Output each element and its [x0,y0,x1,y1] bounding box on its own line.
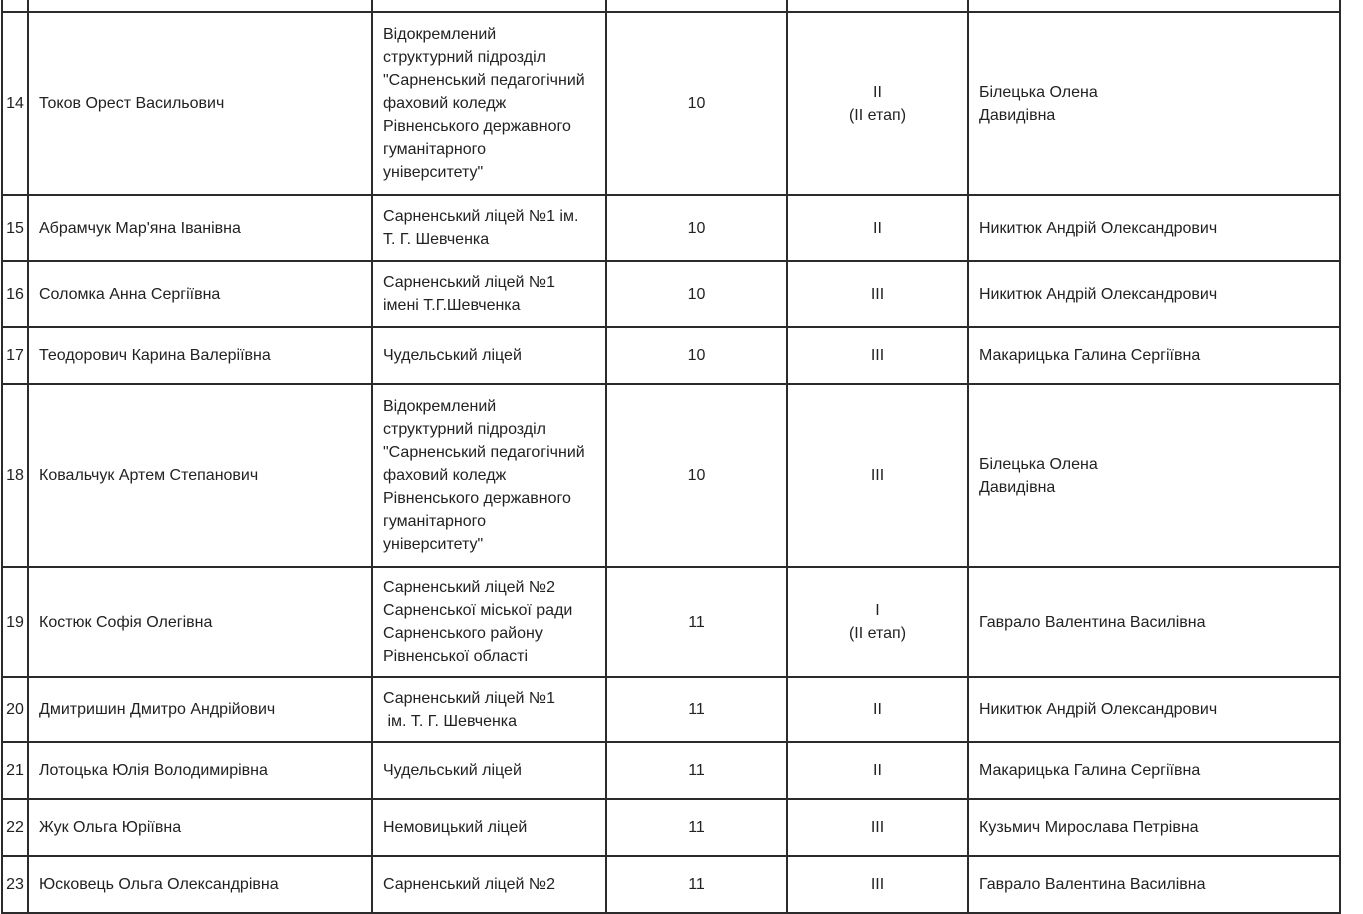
teacher-name: Макарицька Галина Сергіївна [968,742,1340,799]
table-row [2,567,1340,677]
teacher-name: Макарицька Галина Сергіївна [968,327,1340,384]
school-name: Сарненський ліцей №1 ім. Т. Г. Шевченка [372,677,606,742]
student-name: Соломка Анна Сергіївна [28,261,372,327]
place: I (II етап) [787,567,968,677]
teacher-name: Гаврало Валентина Василівна [968,567,1340,677]
grade [606,0,787,12]
school-name: Відокремлений структурний підрозділ "Сарненський педагогічний фаховий коледж Рівненського державного гуманітарного університету" [372,12,606,195]
teacher-name [968,0,1340,12]
place: III [787,384,968,567]
grade: 11 [606,677,787,742]
place [787,0,968,12]
row-number [2,0,28,12]
grade: 10 [606,12,787,195]
teacher-name: Никитюк Андрій Олександрович [968,677,1340,742]
place: II [787,742,968,799]
teacher-name: Кузьмич Мирослава Петрівна [968,799,1340,856]
row-number: 22 [2,799,28,856]
place: III [787,327,968,384]
school-name: Сарненський ліцей №2 Сарненської міської ради Сарненського району Рівненської області [372,567,606,677]
table-row [2,384,1340,567]
teacher-name: Никитюк Андрій Олександрович [968,261,1340,327]
school-name: Відокремлений структурний підрозділ "Сарненський педагогічний фаховий коледж Рівненського державного гуманітарного університету" [372,384,606,567]
place: II [787,195,968,261]
teacher-name: Білецька Олена Давидівна [968,384,1340,567]
row-number: 15 [2,195,28,261]
school-name [372,0,606,12]
student-name: Токов Орест Васильович [28,12,372,195]
grade: 10 [606,327,787,384]
table-row [2,0,1340,12]
row-number: 17 [2,327,28,384]
grade: 11 [606,567,787,677]
school-name: Сарненський ліцей №2 [372,856,606,913]
row-number: 23 [2,856,28,913]
school-name: Чудельський ліцей [372,742,606,799]
student-name: Жук Ольга Юріївна [28,799,372,856]
student-name: Ковальчук Артем Степанович [28,384,372,567]
place: II (II етап) [787,12,968,195]
student-name: Костюк Софія Олегівна [28,567,372,677]
grade: 11 [606,856,787,913]
table-row [2,195,1340,261]
table-row [2,677,1340,742]
row-number: 18 [2,384,28,567]
table-row [2,12,1340,195]
table-row [2,327,1340,384]
table-row [2,856,1340,913]
school-name: Сарненський ліцей №1 ім. Т. Г. Шевченка [372,195,606,261]
grade: 11 [606,799,787,856]
student-name: Дмитришин Дмитро Андрійович [28,677,372,742]
grade: 10 [606,261,787,327]
grade: 10 [606,195,787,261]
teacher-name: Білецька Олена Давидівна [968,12,1340,195]
teacher-name: Никитюк Андрій Олександрович [968,195,1340,261]
table-row [2,799,1340,856]
grade: 11 [606,742,787,799]
row-number: 21 [2,742,28,799]
results-table [1,0,1341,914]
student-name: Абрамчук Мар'яна Іванівна [28,195,372,261]
place: III [787,799,968,856]
student-name [28,0,372,12]
student-name: Лотоцька Юлія Володимирівна [28,742,372,799]
school-name: Немовицький ліцей [372,799,606,856]
school-name: Сарненський ліцей №1 імені Т.Г.Шевченка [372,261,606,327]
school-name: Чудельський ліцей [372,327,606,384]
table-row [2,742,1340,799]
row-number: 20 [2,677,28,742]
grade: 10 [606,384,787,567]
row-number: 16 [2,261,28,327]
student-name: Юсковець Ольга Олександрівна [28,856,372,913]
place: II [787,677,968,742]
place: III [787,856,968,913]
teacher-name: Гаврало Валентина Василівна [968,856,1340,913]
student-name: Теодорович Карина Валеріївна [28,327,372,384]
place: III [787,261,968,327]
table-row [2,261,1340,327]
row-number: 14 [2,12,28,195]
row-number: 19 [2,567,28,677]
